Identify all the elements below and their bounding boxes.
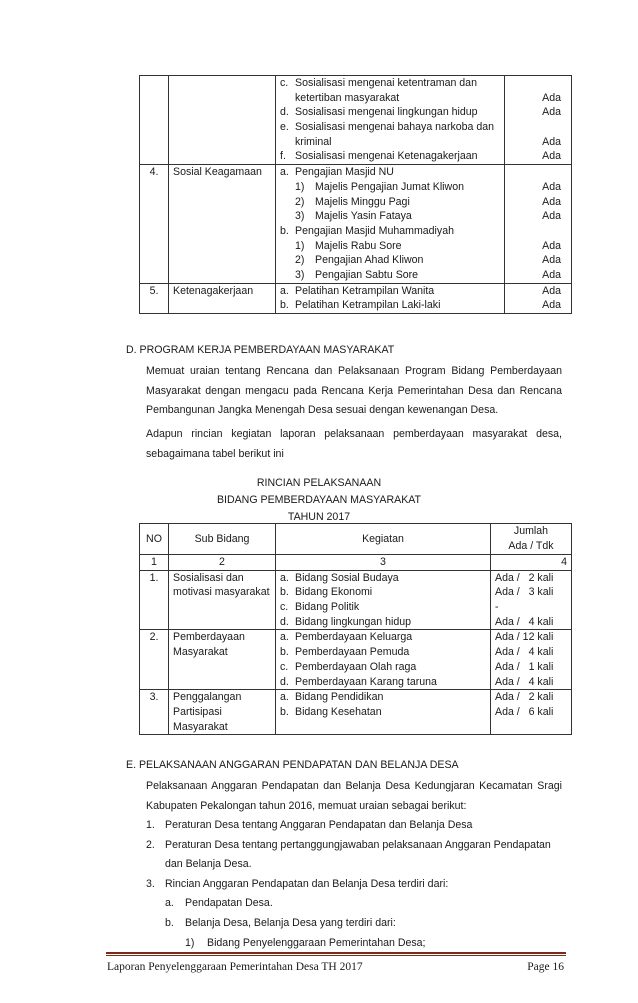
status-value	[509, 76, 567, 91]
row-number: 1.	[140, 570, 169, 630]
header-jumlah: Jumlah Ada / Tdk	[491, 524, 572, 555]
item-text: Sosialisasi mengenai ketentraman dan	[295, 77, 477, 89]
item-marker: a.	[280, 166, 289, 179]
header-sub-bidang: Sub Bidang	[169, 524, 276, 555]
item-marker: a.	[280, 631, 289, 644]
activity-line	[280, 660, 486, 675]
count-value: Ada / 4 kali	[495, 615, 554, 628]
activity-line	[280, 705, 486, 720]
page-number: Page 16	[527, 961, 564, 973]
status-value: Ada	[542, 135, 561, 148]
item-marker: c.	[280, 601, 289, 614]
item-text: Bidang Kesehatan	[295, 705, 382, 718]
item-marker: a.	[280, 284, 289, 297]
keterangan-cell	[505, 165, 572, 284]
footer-rule-thick	[106, 952, 566, 954]
activity-line	[280, 585, 486, 600]
activity-line	[280, 209, 500, 224]
section-e-paragraph: Pelaksanaan Anggaran Pendapatan dan Belanja Desa Kedungjaran Kecamatan Sragi Kabupaten Pekalongan tahun 2016, memuat uraian sebagai berikut:	[146, 780, 562, 812]
item-marker: b.	[280, 224, 289, 237]
table-row	[140, 570, 572, 630]
sub-bidang-line: Masyarakat	[173, 646, 228, 659]
row-number: 2.	[140, 630, 169, 690]
keterangan-cell	[505, 76, 572, 165]
section-e-heading: E. PELAKSANAAN ANGGARAN PENDAPATAN DAN BELANJA DESA	[126, 759, 459, 771]
count-value: Ada / 2 kali	[495, 571, 554, 584]
item-text: Pelatihan Ketrampilan Laki-laki	[295, 299, 441, 312]
activity-line	[280, 180, 500, 195]
item-text: Pelatihan Ketrampilan Wanita	[295, 284, 435, 297]
item-text: Bidang Ekonomi	[295, 586, 373, 599]
sub-bidang-cell	[169, 570, 276, 630]
status-value: Ada	[542, 180, 561, 193]
activity-line	[280, 165, 500, 180]
section-e-list	[146, 816, 562, 953]
program-table	[139, 75, 572, 314]
activity-line	[280, 600, 486, 615]
list-item: 3. Rincian Anggaran Pendapatan dan Belanja Desa terdiri dari:	[146, 877, 449, 890]
sub-bidang-cell	[169, 630, 276, 690]
count-value: Ada / 3 kali	[495, 586, 554, 599]
activity-line	[280, 239, 500, 254]
activity-line	[280, 268, 500, 283]
item-text: Pengajian Sabtu Sore	[315, 268, 419, 281]
activity-line	[280, 571, 486, 586]
item-marker: 1)	[295, 180, 305, 193]
item-marker: c.	[280, 77, 289, 89]
jumlah-cell	[491, 630, 572, 690]
kegiatan-cell	[276, 76, 505, 165]
jumlah-cell	[491, 570, 572, 630]
row-number	[140, 76, 169, 165]
list-item: 1. Peraturan Desa tentang Anggaran Pendapatan dan Belanja Desa	[146, 819, 473, 831]
table-row	[140, 630, 572, 690]
activity-line	[280, 690, 486, 705]
section-d-paragraph-2: Adapun rincian kegiatan laporan pelaksanaan pemberdayaan masyarakat desa, sebagaimana tabel berikut ini	[146, 428, 562, 460]
item-text: ketertiban masyarakat	[295, 91, 400, 104]
item-text: Pemberdayaan Pemuda	[295, 646, 410, 659]
activity-line	[280, 149, 500, 164]
sub-bidang-line: Masyarakat	[173, 720, 228, 733]
activity-line	[280, 284, 500, 299]
column-number: 4	[491, 555, 572, 571]
item-marker: d.	[280, 675, 289, 688]
status-value: Ada	[542, 284, 561, 297]
keterangan-cell	[505, 283, 572, 313]
jumlah-cell	[491, 690, 572, 735]
item-text: Bidang Politik	[295, 601, 360, 614]
item-marker: d.	[280, 615, 289, 628]
item-text: Sosialisasi mengenai bahaya narkoba dan	[295, 121, 495, 134]
item-marker: 2)	[295, 254, 305, 267]
column-number: 1	[140, 555, 169, 571]
table-row	[140, 690, 572, 735]
header-no: NO	[140, 524, 169, 555]
status-value: Ada	[542, 150, 561, 163]
item-marker: b.	[280, 705, 289, 718]
bidang-name	[169, 76, 276, 165]
count-value: Ada / 6 kali	[495, 705, 554, 718]
table-header-row	[140, 524, 572, 555]
status-value: Ada	[542, 195, 561, 208]
list-item: 2. Peraturan Desa tentang pertanggungjawaban pelaksanaan Anggaran Pendapatan	[146, 838, 551, 851]
status-value: Ada	[542, 91, 561, 104]
activity-line	[280, 105, 500, 120]
item-marker: 3)	[295, 210, 305, 223]
kegiatan-cell	[276, 165, 505, 284]
activity-line	[280, 615, 486, 630]
sub-bidang-line: Sosialisasi dan	[173, 571, 244, 584]
row-number: 5.	[140, 283, 169, 313]
activity-line	[280, 76, 500, 91]
item-text: Bidang Sosial Budaya	[295, 571, 399, 584]
section-d-heading: D. PROGRAM KERJA PEMBERDAYAAN MASYARAKAT	[126, 344, 395, 356]
item-text: Bidang lingkungan hidup	[295, 615, 412, 628]
row-number: 3.	[140, 690, 169, 735]
item-text: Majelis Yasin Fataya	[315, 210, 412, 223]
item-marker: b.	[280, 586, 289, 599]
item-text: Majelis Minggu Pagi	[315, 195, 410, 208]
activity-line	[280, 224, 500, 239]
status-value: Ada	[542, 106, 561, 119]
item-text: Sosialisasi mengenai Ketenagakerjaan	[295, 150, 478, 163]
item-text: Pengajian Masjid NU	[295, 166, 394, 179]
item-marker: b.	[280, 299, 289, 312]
status-value	[509, 120, 567, 135]
item-marker: d.	[280, 106, 289, 119]
item-marker: a.	[280, 691, 289, 704]
count-value: Ada / 2 kali	[495, 691, 554, 704]
activity-line	[280, 91, 500, 106]
activity-line	[280, 135, 500, 150]
header-kegiatan: Kegiatan	[276, 524, 491, 555]
item-marker: e.	[280, 121, 289, 134]
page-footer	[107, 960, 564, 975]
status-value: Ada	[542, 254, 561, 267]
item-text: Sosialisasi mengenai lingkungan hidup	[295, 106, 478, 119]
kegiatan-cell	[276, 570, 491, 630]
item-marker: a.	[280, 571, 289, 584]
item-marker: 2)	[295, 195, 305, 208]
item-text: Majelis Rabu Sore	[315, 239, 402, 252]
footer-rule-thin	[106, 955, 566, 956]
bidang-name: Sosial Keagamaan	[169, 165, 276, 284]
count-value: Ada / 4 kali	[495, 675, 554, 688]
activity-line	[280, 253, 500, 268]
item-text: Pengajian Ahad Kliwon	[315, 254, 424, 267]
sub-list-item: b. Belanja Desa, Belanja Desa yang terdiri dari:	[165, 916, 396, 929]
footer-title: Laporan Penyelenggaraan Pemerintahan Desa TH 2017	[107, 961, 363, 973]
status-value: Ada	[542, 239, 561, 252]
column-number: 3	[276, 555, 491, 571]
count-value: Ada / 4 kali	[495, 646, 554, 659]
item-marker: c.	[280, 660, 289, 673]
activity-line	[280, 298, 500, 313]
status-value: Ada	[542, 299, 561, 312]
activity-line	[280, 675, 486, 690]
sub-sub-list-item: 1) Bidang Penyelenggaraan Pemerintahan Desa;	[185, 936, 426, 949]
item-text: kriminal	[295, 135, 332, 148]
count-value: Ada / 12 kali	[495, 631, 554, 644]
empowerment-table	[139, 523, 572, 735]
column-number-row	[140, 555, 572, 571]
status-value	[509, 165, 567, 180]
activity-line	[280, 645, 486, 660]
item-text: Bidang Pendidikan	[295, 691, 384, 704]
section-d-paragraph-1: Memuat uraian tentang Rencana dan Pelaksanaan Program Bidang Pemberdayaan Masyarakat dengan mengacu pada Rencana Kerja Pemerintahan Desa dan Rencana Pembangunan Jangka Menengah Desa sesuai dengan kewenangan Desa.	[146, 365, 562, 417]
sub-bidang-line: motivasi masyarakat	[173, 586, 270, 599]
item-marker: f.	[280, 150, 286, 163]
sub-bidang-cell	[169, 690, 276, 735]
table-row	[140, 283, 572, 313]
activity-line	[280, 120, 500, 135]
bidang-name: Ketenagakerjaan	[169, 283, 276, 313]
table-caption: RINCIAN PELAKSANAAN BIDANG PEMBERDAYAAN MASYARAKAT TAHUN 2017	[216, 477, 422, 523]
status-value: Ada	[542, 268, 561, 281]
table-row	[140, 76, 572, 165]
item-text: Pemberdayaan Karang taruna	[295, 675, 437, 688]
column-number: 2	[169, 555, 276, 571]
item-text: Majelis Pengajian Jumat Kliwon	[315, 180, 464, 193]
kegiatan-cell	[276, 283, 505, 313]
kegiatan-cell	[276, 690, 491, 735]
sub-bidang-line: Partisipasi	[173, 705, 222, 718]
count-value: -	[495, 601, 499, 614]
status-value	[509, 224, 567, 239]
row-number: 4.	[140, 165, 169, 284]
item-marker: 1)	[295, 239, 305, 252]
item-text: Pemberdayaan Olah raga	[295, 660, 417, 673]
count-value: Ada / 1 kali	[495, 660, 554, 673]
sub-bidang-line: Pemberdayaan	[173, 631, 245, 644]
list-item-continuation: dan Belanja Desa.	[165, 858, 252, 871]
sub-list-item: a. Pendapatan Desa.	[165, 897, 273, 910]
item-marker: 3)	[295, 268, 305, 281]
activity-line	[280, 630, 486, 645]
item-text: Pemberdayaan Keluarga	[295, 631, 413, 644]
sub-bidang-line: Penggalangan	[173, 691, 242, 704]
kegiatan-cell	[276, 630, 491, 690]
table-row	[140, 165, 572, 284]
item-marker: b.	[280, 646, 289, 659]
activity-line	[280, 195, 500, 210]
item-text: Pengajian Masjid Muhammadiyah	[295, 224, 454, 237]
status-value: Ada	[542, 210, 561, 223]
